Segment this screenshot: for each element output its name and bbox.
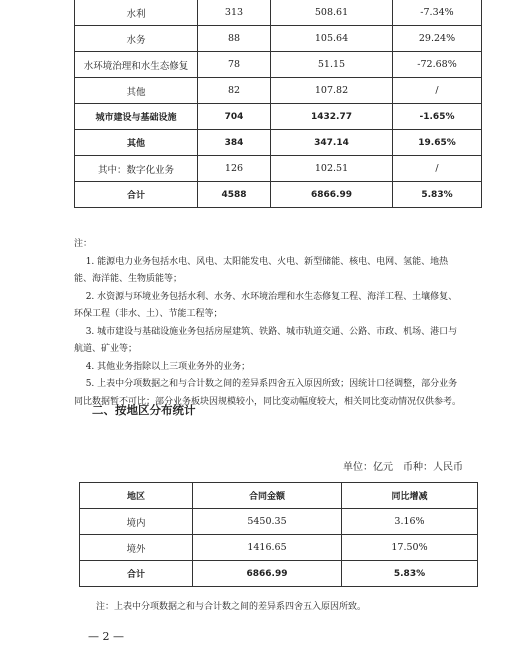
row-count-cell: 82 [198, 78, 271, 104]
row-name-cell: 城市建设与基础设施 [75, 104, 198, 130]
row-amount-cell: 1416.65 [193, 535, 342, 561]
table-row [80, 509, 478, 535]
row-count-cell: 313 [198, 0, 271, 26]
row-amount-cell: 347.14 [271, 130, 393, 156]
table-row [75, 26, 482, 52]
note-item-2: 2. 水资源与环境业务包括水利、水务、水环境治理和水生态修复工程、海洋工程、土壤修复、环保工程（非水、土）、节能工程等； [74, 291, 458, 319]
row-amount-cell: 6866.99 [193, 561, 342, 587]
row-name-cell: 其中：数字化业务 [75, 156, 198, 182]
row-amount-cell: 107.82 [271, 78, 393, 104]
row-amount-cell: 51.15 [271, 52, 393, 78]
row-change-cell: -1.65% [393, 104, 482, 130]
row-change-cell: 5.83% [393, 182, 482, 208]
row-change-cell: 3.16% [342, 509, 478, 535]
row-region-cell: 境外 [80, 535, 193, 561]
row-amount-cell: 105.64 [271, 26, 393, 52]
row-change-cell: / [393, 78, 482, 104]
row-count-cell: 704 [198, 104, 271, 130]
note-item-1: 1. 能源电力业务包括水电、风电、太阳能发电、火电、新型储能、核电、电网、氢能、地热能、海洋能、生物质能等； [74, 256, 449, 284]
header-cell-region: 地区 [80, 483, 193, 509]
business-type-table [74, 0, 482, 208]
row-change-cell: 17.50% [342, 535, 478, 561]
table-row [75, 0, 482, 26]
region-table-note: 注：上表中分项数据之和与合计数之间的差异系四舍五入原因所致。 [96, 602, 367, 612]
row-amount-cell: 102.51 [271, 156, 393, 182]
row-change-cell: 29.24% [393, 26, 482, 52]
notes-heading: 注： [74, 239, 93, 249]
row-amount-cell: 6866.99 [271, 182, 393, 208]
section-title-region: 二、按地区分布统计 [92, 403, 196, 417]
row-name-cell: 合计 [75, 182, 198, 208]
row-amount-cell: 508.61 [271, 0, 393, 26]
table-row [80, 535, 478, 561]
table-header-row [80, 483, 478, 509]
notes-block [74, 236, 464, 411]
row-name-cell: 其他 [75, 130, 198, 156]
table-row [75, 78, 482, 104]
table-row [75, 156, 482, 182]
page-number: — 2 — [88, 630, 124, 643]
table-row [75, 52, 482, 78]
table-row [75, 182, 482, 208]
row-region-cell: 境内 [80, 509, 193, 535]
row-count-cell: 88 [198, 26, 271, 52]
row-count-cell: 384 [198, 130, 271, 156]
row-amount-cell: 1432.77 [271, 104, 393, 130]
note-item-3: 3. 城市建设与基础设施业务包括房屋建筑、铁路、城市轨道交通、公路、市政、机场、港口与航道、矿业等； [74, 326, 458, 354]
table-row [75, 130, 482, 156]
note-item-5: 5. 上表中分项数据之和与合计数之间的差异系四舍五入原因所致；因统计口径调整，部分业务同比数据暂不可比；部分业务板块因规模较小，同比变动幅度较大，相关同比变动情况仅供参考。 [74, 379, 462, 407]
table-row [80, 561, 478, 587]
header-cell-amount: 合同金额 [193, 483, 342, 509]
row-change-cell: 19.65% [393, 130, 482, 156]
unit-line: 单位：亿元 币种：人民币 [343, 462, 463, 473]
row-count-cell: 4588 [198, 182, 271, 208]
row-count-cell: 78 [198, 52, 271, 78]
row-name-cell: 水环境治理和水生态修复 [75, 52, 198, 78]
row-count-cell: 126 [198, 156, 271, 182]
table-row [75, 104, 482, 130]
row-region-cell: 合计 [80, 561, 193, 587]
row-change-cell: -72.68% [393, 52, 482, 78]
row-name-cell: 其他 [75, 78, 198, 104]
row-amount-cell: 5450.35 [193, 509, 342, 535]
row-change-cell: / [393, 156, 482, 182]
row-name-cell: 水务 [75, 26, 198, 52]
row-change-cell: 5.83% [342, 561, 478, 587]
note-item-4: 4. 其他业务指除以上三项业务外的业务； [85, 361, 251, 372]
row-name-cell: 水利 [75, 0, 198, 26]
row-change-cell: -7.34% [393, 0, 482, 26]
header-cell-change: 同比增减 [342, 483, 478, 509]
region-table [79, 482, 478, 587]
